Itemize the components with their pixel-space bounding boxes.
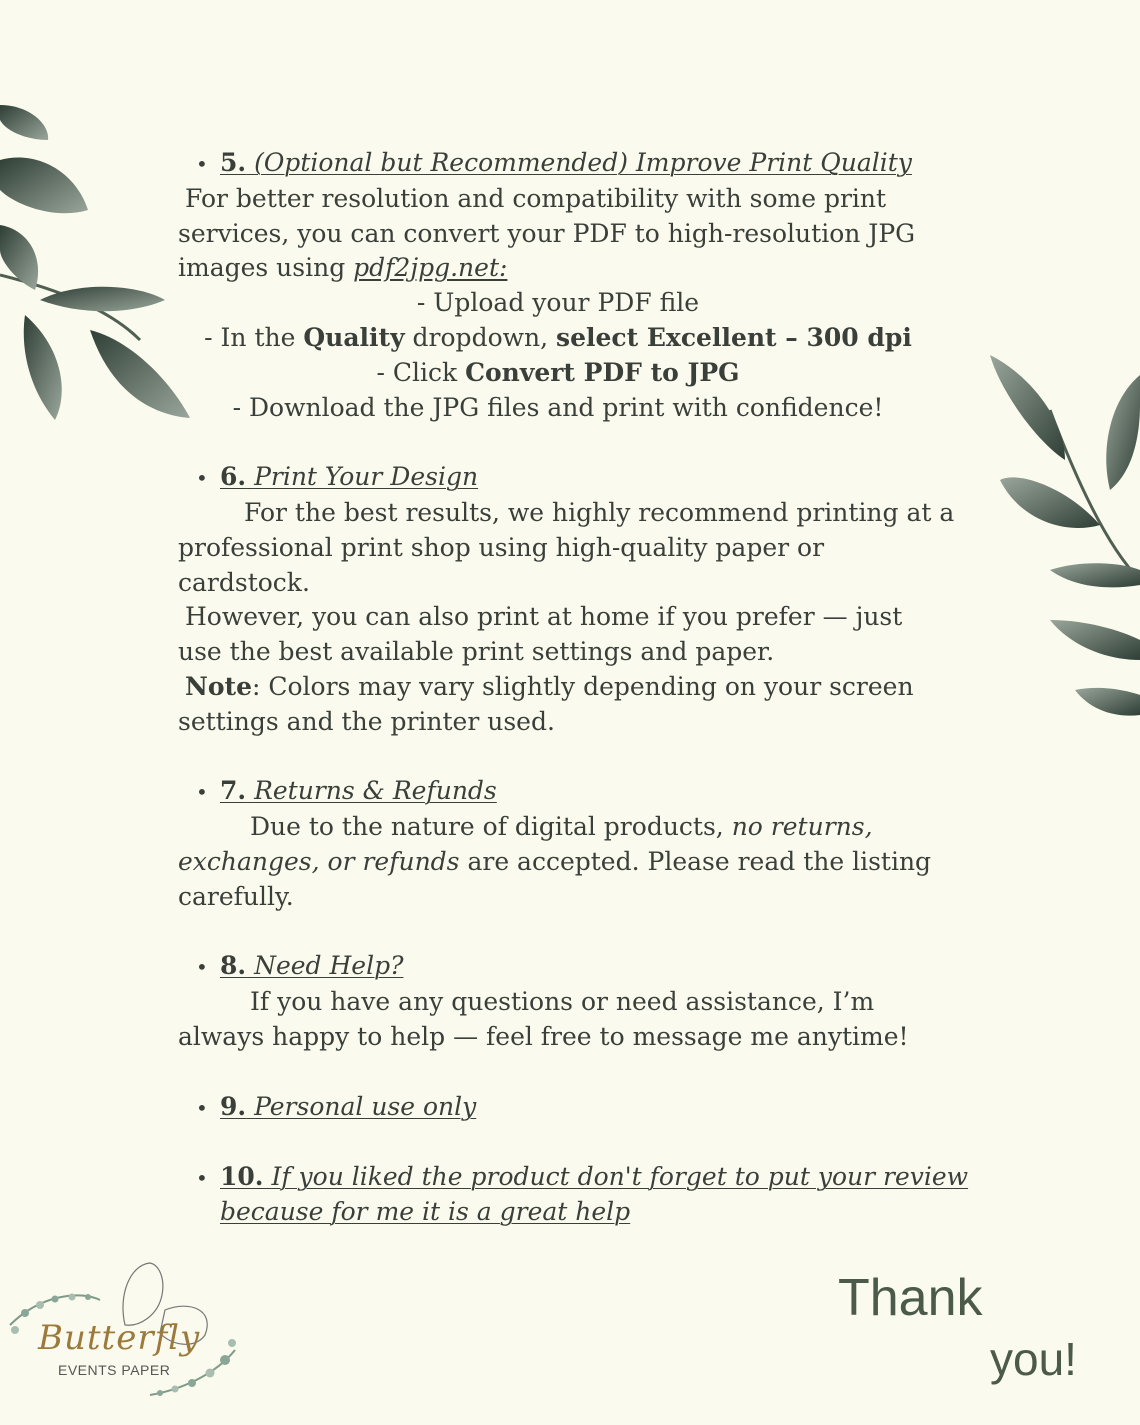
item-text: Note: Colors may vary slightly depending on your screen (185, 671, 914, 701)
item-text: cardstock. (178, 567, 310, 597)
step-line: - Click Convert PDF to JPG (376, 357, 740, 387)
list-item-7 (178, 774, 978, 914)
list-item-10 (178, 1160, 978, 1230)
item-heading: 10. If you liked the product don't forget to put your review because for me it is a great help (220, 1162, 969, 1226)
item-heading: 7. Returns & Refunds (220, 776, 497, 806)
list-item-5 (178, 146, 978, 425)
leaf-branch-right-icon (990, 350, 1140, 730)
item-text: settings and the printer used. (178, 706, 555, 736)
step-line: - In the Quality dropdown, select Excellent – 300 dpi (204, 322, 912, 352)
bullet-icon: • (196, 1095, 208, 1120)
item-text: carefully. (178, 881, 294, 911)
thank-text: Thank (838, 1269, 983, 1327)
item-heading: 5. (Optional but Recommended) Improve Print Quality (220, 148, 912, 177)
list-item-8 (178, 949, 978, 1054)
instructions-list (178, 146, 978, 1265)
item-text: professional print shop using high-quality paper or (178, 532, 825, 562)
item-text: Due to the nature of digital products, no returns, (250, 812, 873, 842)
item-heading: 8. Need Help? (220, 951, 404, 981)
bullet-icon: • (196, 152, 208, 176)
item-heading: 9. Personal use only (220, 1091, 477, 1121)
item-text: always happy to help — feel free to message me anytime! (178, 1021, 909, 1051)
item-text: For better resolution and compatibility with some print (185, 183, 887, 213)
item-text: exchanges, or refunds are accepted. Please read the listing (178, 846, 932, 876)
pdf2jpg-link[interactable]: pdf2jpg.net: (353, 253, 508, 283)
item-heading: 6. Print Your Design (220, 462, 479, 492)
item-text: services, you can convert your PDF to high-resolution JPG (178, 218, 916, 248)
item-text: If you have any questions or need assistance, I’m (250, 987, 875, 1017)
step-line: - Download the JPG files and print with confidence! (232, 392, 884, 422)
logo-wordmark: Butterfly (38, 1318, 201, 1358)
item-text: However, you can also print at home if you prefer — just (185, 602, 903, 632)
bullet-icon: • (196, 955, 208, 980)
item-text: use the best available print settings and paper. (178, 637, 775, 667)
list-item-6 (178, 460, 978, 739)
list-item-9 (178, 1090, 978, 1126)
bullet-icon: • (196, 466, 208, 491)
bullet-icon: • (196, 780, 208, 805)
item-text: images using pdf2jpg.net: (178, 253, 508, 283)
logo-subtitle: EVENTS PAPER (58, 1362, 171, 1378)
leaf-branch-left-icon (0, 100, 200, 430)
item-text: For the best results, we highly recommend printing at a (244, 497, 955, 527)
step-line: - Upload your PDF file (416, 288, 700, 318)
you-text: you! (990, 1333, 1077, 1385)
bullet-icon: • (196, 1166, 208, 1191)
